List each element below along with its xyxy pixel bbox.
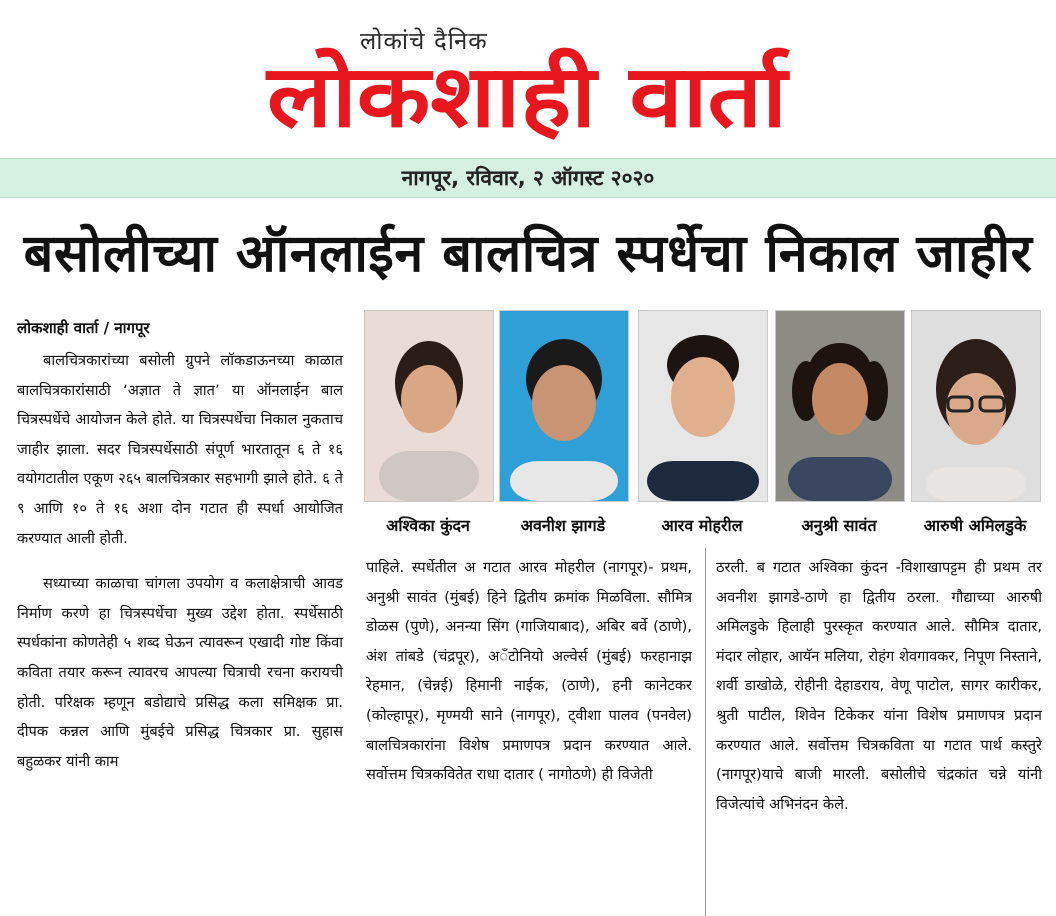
photo-avnish [499,310,629,502]
masthead [0,0,1056,158]
winner-photos [362,310,1042,548]
newspaper-logo [262,34,792,146]
column-divider [705,548,706,916]
article-column-3 [716,553,1042,916]
article-column-2 [366,553,692,916]
photo-anushri [775,310,905,502]
caption-aarushi: आरुषी अमिलडुके [923,516,1027,535]
article-paragraph-4: ठरली. ब गटात अश्विका कुंदन -विशाखापट्टम ही प्रथम तर अवनीश झागडे-ठाणे हा द्वितीय ठरला. गौद्याच्या आरुषी अमिलडुके हिलाही पुरस्कृत करण्यात आले. सौमित्र दातार, मंदार लोहार, आयॅन मलिया, रोहंग शेवगावकर, निपूण निस्ताने, शर्वी डाखोळे, रोहीनी देहाडराय, वेणू पाटोल, सागर कारीकर, श्रुती पाटील, शिवेन टिकेकर यांना विशेष प्रमाणपत्र प्रदान करण्यात आले. सर्वोत्तम चित्रकविता या गटात पार्थ कस्तुरे (नागपूर)याचे बाजी मारली. बसोलीचे चंद्रकांत चन्ने यांनी विजेत्यांचे अभिनंदन केले. [716,559,1042,813]
caption-avnish: अवनीश झागडे [520,516,606,535]
article-column-1 [17,318,343,916]
article-headline: बसोलीच्या ऑनलाईन बालचित्र स्पर्धेचा निकाल जाहीर [23,224,1033,284]
caption-ashwika: अश्विका कुंदन [386,516,470,535]
caption-aarav: आरव मोहरील [661,516,743,535]
svg-text:लोकशाही वार्ता: लोकशाही वार्ता [264,47,791,146]
article-paragraph-2: सध्याच्या काळाचा चांगला उपयोग व कलाक्षेत्राची आवड निर्माण करणे हा चित्रस्पर्धेचा मुख्य उद्देश होता. स्पर्धेसाठी स्पर्धकांना कोणतेही ५ शब्द घेऊन त्यावरून एखादी गोष्ट किंवा कविता तयार करून त्यावरच आपल्या चित्राची रचना करायची होती. परिक्षक म्हणून बडोद्याचे प्रसिद्ध कला समिक्षक प्रा. दीपक कन्नल आणि मुंबईचे प्रसिद्ध चित्रकार प्रा. सुहास बहुळकर यांनी काम [17,575,343,770]
masthead-tagline: लोकांचे दैनिक [360,27,488,55]
photo-aarushi [911,310,1041,502]
dateline-text: नागपूर, रविवार, २ ऑगस्ट २०२० [401,166,655,190]
article-paragraph-1: बालचित्रकारांच्या बसोली ग्रुपने लॉकडाऊनच्या काळात बालचित्रकारांसाठी ‘अज्ञात ते ज्ञात’ या ऑनलाईन बाल चित्रस्पर्धेचे आयोजन केले होते. या चित्रस्पर्धेचा निकाल नुकताच जाहीर झाला. सदर चित्रस्पर्धेसाठी संपूर्ण भारतातून ६ ते १६ वयोगटातील एकूण २६५ बालचित्रकार सहभागी झाले होते. ६ ते ९ आणि १० ते १६ अशा दोन गटात ही स्पर्धा आयोजित करण्यात आली होती. [17,352,343,547]
article-paragraph-3: पाहिले. स्पर्धेतील अ गटात आरव मोहरील (नागपूर)- प्रथम, अनुश्री सावंत (मुंबई) हिने द्वितीय क्रमांक मिळविला. सौमित्र डोळस (पुणे), अनन्या सिंग (गाजियाबाद), अबिर बर्वे (ठाणे), अंश तांबडे (चंद्रपूर), अॅंटोनियो अल्वेर्स (मुंबई) फरहानाझ रेहमान, (चेन्नई) हिमानी नाईक, (ठाणे), हनी कानेटकर (कोल्हापूर), मृण्मयी साने (नागपूर), ट्वीशा पालव (पनवेल) बालचित्रकारांना विशेष प्रमाणपत्र प्रदान करण्यात आले. सर्वोत्तम चित्रकवितेत राधा दातार ( नागोठणे) ही विजेती [366,559,692,784]
byline: लोकशाही वार्ता / नागपूर [17,319,150,337]
photo-aarav [638,310,768,502]
caption-anushri: अनुश्री सावंत [801,516,877,535]
photo-ashwika [364,310,494,502]
dateline-bar [0,158,1056,198]
